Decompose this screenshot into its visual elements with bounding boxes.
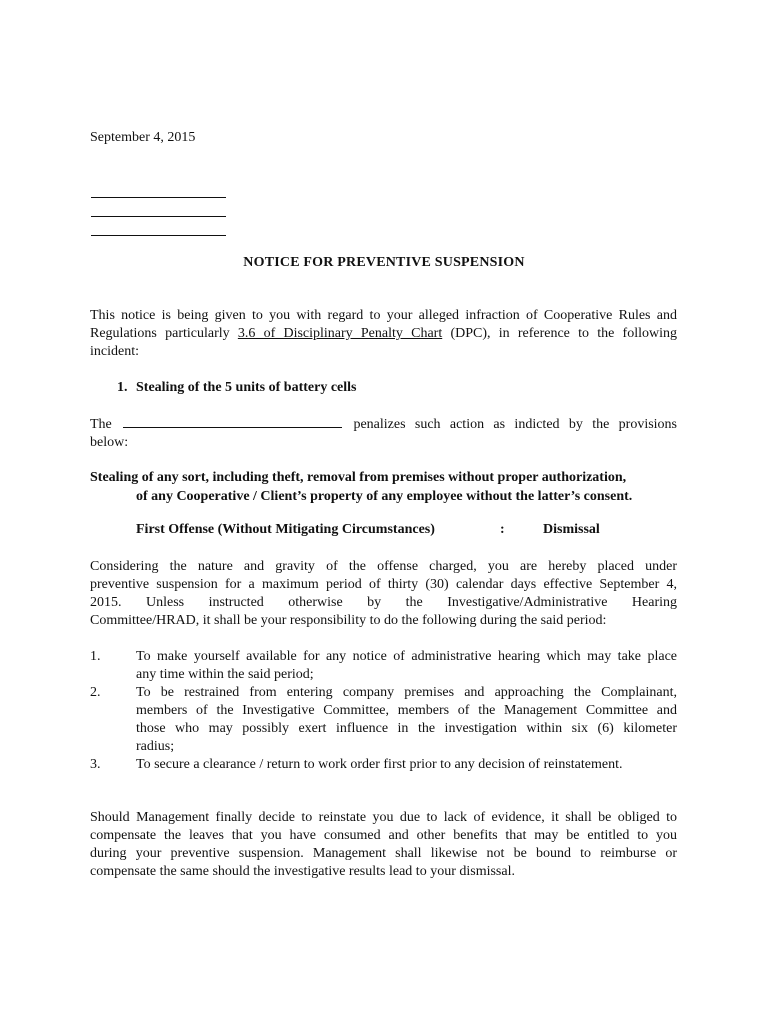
list-item-3-line-1: To secure a clearance / return to work order first prior to any decision of reinstatement. [136,757,623,772]
recipient-blank-line-3 [91,235,226,236]
list-item-number: 3. [90,757,101,772]
recipient-blank-line-1 [91,197,226,198]
closing-line-2: compensate the leaves that you have consumed and other benefits that may be entitled to you [90,828,677,843]
letter-date: September 4, 2015 [90,130,196,145]
penalizes-post: penalizes such action as indicted by the provisions [353,417,677,432]
intro-line-1: This notice is being given to you with regard to your alleged infraction of Cooperative Rules and [90,308,677,323]
closing-line-4: compensate the same should the investigative results lead to your dismissal. [90,864,515,879]
offense-label: First Offense (Without Mitigating Circumstances) [136,522,435,537]
considering-line-2: preventive suspension for a maximum period of thirty (30) calendar days effective September 4, [90,577,677,592]
penalizes-line-1 [90,416,677,434]
list-item-2-line-4: radius; [136,739,175,754]
penalizes-line-2: below: [90,435,129,450]
offense-penalty: Dismissal [543,522,600,537]
considering-line-3: 2015. Unless instructed otherwise by the Investigative/Administrative Hearing [90,595,677,610]
list-item-1-line-1: To make yourself available for any notice of administrative hearing which may take place [136,649,677,664]
list-item-number: 1. [90,649,101,664]
penalizes-pre: The [90,417,112,432]
incident-text: Stealing of the 5 units of battery cells [136,380,357,395]
closing-line-1: Should Management finally decide to reinstate you due to lack of evidence, it shall be obliged to [90,810,677,825]
committee-blank-line [123,427,342,428]
dpc-reference: 3.6 of Disciplinary Penalty Chart [237,326,443,341]
recipient-blank-line-2 [91,216,226,217]
list-item-2-line-2: members of the Investigative Committee, members of the Management Committee and [136,703,677,718]
considering-line-1: Considering the nature and gravity of the offense charged, you are hereby placed under [90,559,677,574]
offense-separator: : [500,522,505,537]
considering-line-4: Committee/HRAD, it shall be your responsibility to do the following during the said period: [90,613,607,628]
intro-line-2 [90,325,677,343]
list-item-1-line-2: any time within the said period; [136,667,314,682]
rule-line-2: of any Cooperative / Client’s property of any employee without the latter’s consent. [136,489,633,504]
rule-line-1: Stealing of any sort, including theft, removal from premises without proper authorization, [90,470,627,485]
notice-title: NOTICE FOR PREVENTIVE SUSPENSION [243,255,525,270]
list-item-2-line-3: those who may possibly exert influence in the investigation within six (6) kilometer [136,721,677,736]
closing-line-3: during your preventive suspension. Management shall likewise not be bound to reimburse or [90,846,677,861]
incident-number: 1. [117,380,128,395]
list-item-number: 2. [90,685,101,700]
intro-line-2-pre: Regulations particularly [90,326,238,341]
list-item-2-line-1: To be restrained from entering company premises and approaching the Complainant, [136,685,677,700]
intro-line-2-post: (DPC), in reference to the following [442,326,677,341]
intro-line-3: incident: [90,344,139,359]
